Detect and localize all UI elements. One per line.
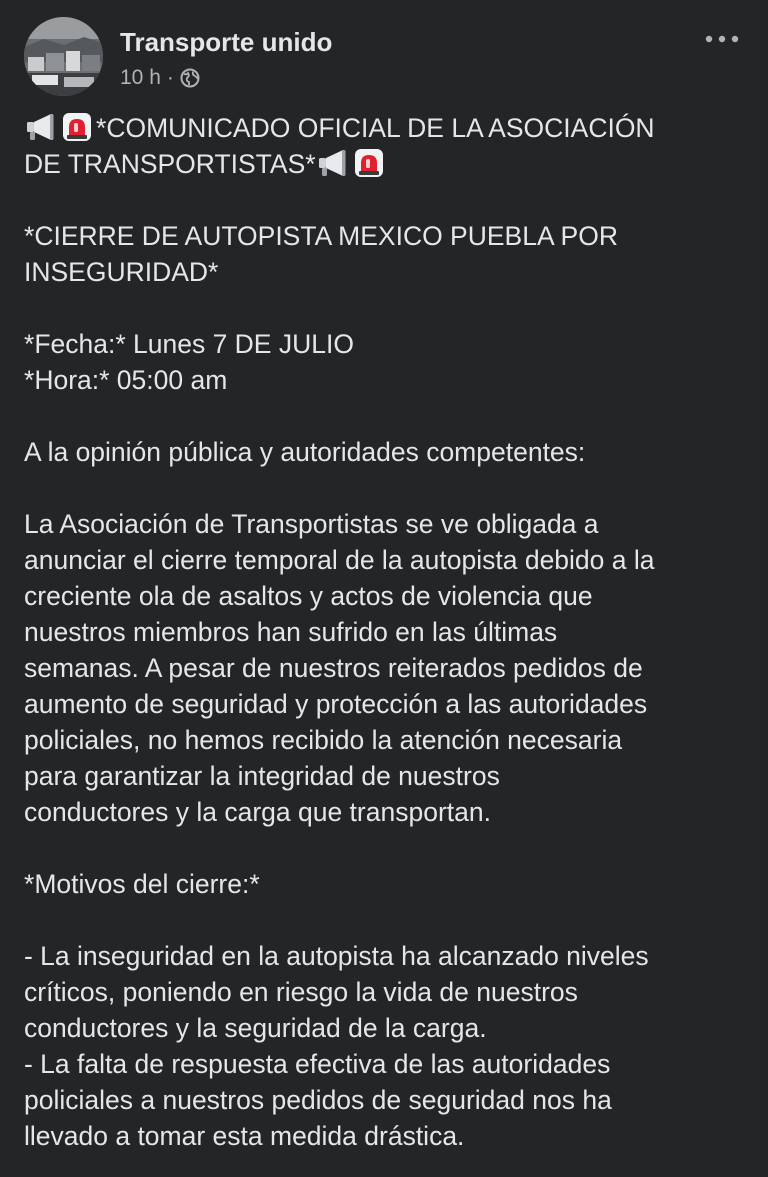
reasons-heading: *Motivos del cierre:* <box>24 869 260 899</box>
paragraph-line: conductores y la carga que transportan. <box>24 797 491 827</box>
post-header <box>24 17 744 97</box>
globe-icon <box>180 68 200 88</box>
megaphone-icon <box>24 111 58 143</box>
meta-separator: · <box>166 66 174 89</box>
title-line-2 <box>24 146 749 182</box>
police-light-icon <box>352 147 386 179</box>
paragraph-line: nuestros miembros han sufrido en las últimas <box>24 617 558 647</box>
megaphone-icon <box>316 147 350 179</box>
author-name[interactable]: Transporte unido <box>120 27 333 57</box>
paragraph-line: aumento de seguridad y protección a las autoridades <box>24 689 648 719</box>
title-line-1 <box>24 110 749 146</box>
more-horizontal-icon <box>705 35 739 43</box>
date-line: *Fecha:* Lunes 7 DE JULIO <box>24 329 354 359</box>
headline-line-2: INSEGURIDAD* <box>24 257 219 287</box>
more-options-button[interactable] <box>702 27 742 51</box>
reason-line: llevado a tomar esta medida drástica. <box>24 1121 465 1151</box>
reason-line: conductores y la seguridad de la carga. <box>24 1013 487 1043</box>
reason-line: críticos, poniendo en riesgo la vida de nuestros <box>24 977 578 1007</box>
salutation: A la opinión pública y autoridades competentes: <box>24 437 586 467</box>
post-body <box>24 110 749 1154</box>
avatar[interactable] <box>24 17 103 96</box>
paragraph-line: para garantizar la integridad de nuestros <box>24 761 500 791</box>
reason-line: - La inseguridad en la autopista ha alcanzado niveles <box>24 941 649 971</box>
post-time[interactable]: 10 h <box>120 66 161 89</box>
time-line: *Hora:* 05:00 am <box>24 365 228 395</box>
avatar-image <box>24 17 103 96</box>
title-text-2: DE TRANSPORTISTAS* <box>24 149 316 179</box>
paragraph-line: semanas. A pesar de nuestros reiterados pedidos de <box>24 653 643 683</box>
police-light-icon <box>60 111 94 143</box>
paragraph-line: anunciar el cierre temporal de la autopista debido a la <box>24 545 655 575</box>
paragraph-line: creciente ola de asaltos y actos de violencia que <box>24 581 593 611</box>
reason-line: policiales a nuestros pedidos de seguridad nos ha <box>24 1085 612 1115</box>
paragraph-line: policiales, no hemos recibido la atención necesaria <box>24 725 623 755</box>
paragraph-line: La Asociación de Transportistas se ve obligada a <box>24 509 599 539</box>
post-meta <box>120 66 200 90</box>
headline-line-1: *CIERRE DE AUTOPISTA MEXICO PUEBLA POR <box>24 221 618 251</box>
reason-line: - La falta de respuesta efectiva de las autoridades <box>24 1049 611 1079</box>
title-text-1: *COMUNICADO OFICIAL DE LA ASOCIACIÓN <box>96 113 655 143</box>
